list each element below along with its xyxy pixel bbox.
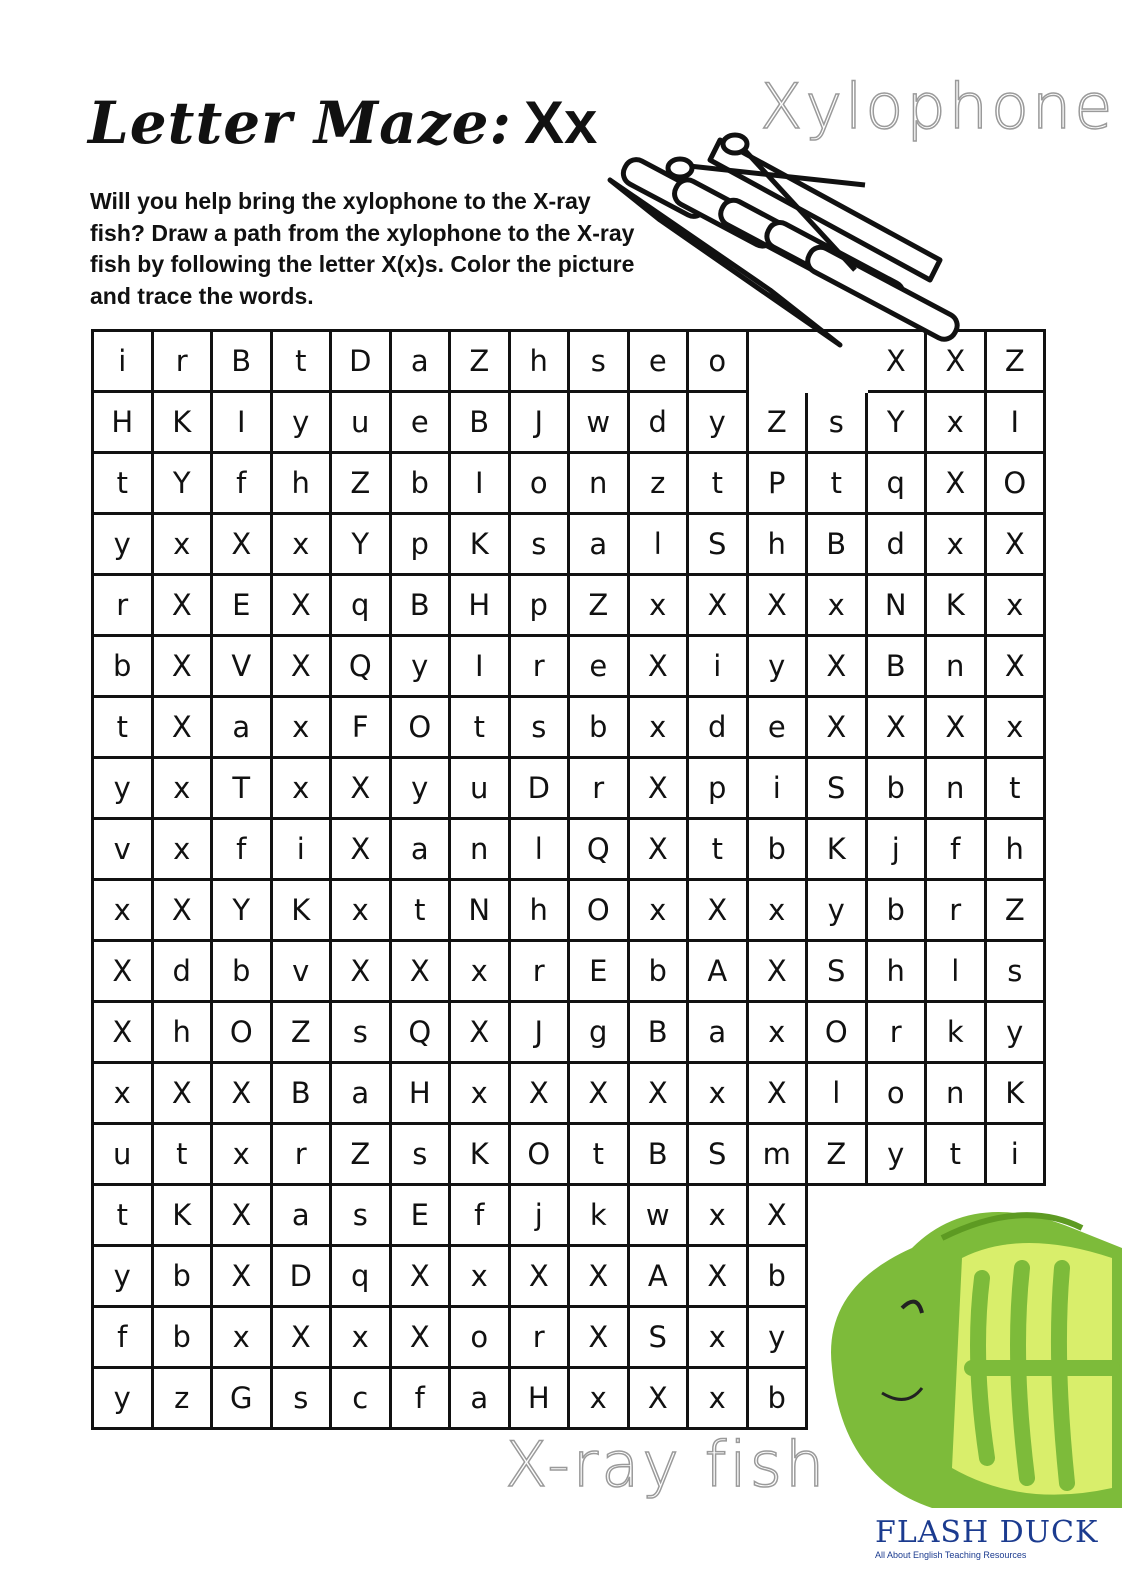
maze-cell[interactable]: q: [868, 454, 928, 515]
maze-cell[interactable]: s: [332, 1003, 392, 1064]
maze-cell[interactable]: q: [332, 576, 392, 637]
maze-row: [94, 698, 1046, 759]
maze-cell[interactable]: j: [511, 1186, 571, 1247]
maze-cell[interactable]: Y: [332, 515, 392, 576]
maze-cell[interactable]: s: [273, 1369, 333, 1430]
maze-cell[interactable]: s: [987, 942, 1047, 1003]
maze-cell[interactable]: y: [273, 393, 333, 454]
maze-cell[interactable]: o: [868, 1064, 928, 1125]
maze-row: [94, 1064, 1046, 1125]
maze-cell[interactable]: f: [392, 1369, 452, 1430]
maze-cell[interactable]: l: [630, 515, 690, 576]
maze-cell[interactable]: t: [154, 1125, 214, 1186]
maze-cell[interactable]: x: [630, 576, 690, 637]
maze-cell[interactable]: b: [570, 698, 630, 759]
maze-cell[interactable]: X: [987, 515, 1047, 576]
maze-cell[interactable]: N: [451, 881, 511, 942]
maze-cell[interactable]: x: [630, 698, 690, 759]
maze-cell[interactable]: Y: [868, 393, 928, 454]
maze-cell[interactable]: z: [630, 454, 690, 515]
maze-cell[interactable]: f: [213, 454, 273, 515]
maze-cell[interactable]: x: [94, 881, 154, 942]
maze-cell[interactable]: S: [808, 942, 868, 1003]
maze-cell[interactable]: x: [749, 1003, 809, 1064]
maze-cell[interactable]: y: [987, 1003, 1047, 1064]
maze-cell[interactable]: s: [808, 393, 868, 454]
maze-cell[interactable]: B: [808, 515, 868, 576]
maze-cell[interactable]: X: [868, 332, 928, 393]
maze-cell[interactable]: h: [511, 881, 571, 942]
maze-cell[interactable]: x: [154, 515, 214, 576]
maze-cell[interactable]: k: [570, 1186, 630, 1247]
maze-cell[interactable]: t: [987, 759, 1047, 820]
maze-cell[interactable]: K: [927, 576, 987, 637]
maze-cell[interactable]: x: [273, 698, 333, 759]
maze-cell[interactable]: s: [570, 332, 630, 393]
maze-cell[interactable]: X: [808, 698, 868, 759]
maze-cell[interactable]: y: [94, 515, 154, 576]
maze-cell[interactable]: X: [570, 1064, 630, 1125]
maze-cell[interactable]: B: [273, 1064, 333, 1125]
maze-cell[interactable]: I: [213, 393, 273, 454]
maze-cell[interactable]: B: [630, 1003, 690, 1064]
maze-cell[interactable]: Q: [332, 637, 392, 698]
maze-cell[interactable]: X: [749, 1064, 809, 1125]
maze-cell[interactable]: n: [927, 637, 987, 698]
maze-cell[interactable]: Z: [332, 1125, 392, 1186]
maze-row: [94, 576, 1046, 637]
maze-cell[interactable]: X: [392, 942, 452, 1003]
maze-cell[interactable]: r: [94, 576, 154, 637]
maze-cell[interactable]: Z: [749, 393, 809, 454]
maze-cell[interactable]: r: [927, 881, 987, 942]
maze-cell[interactable]: y: [749, 1308, 809, 1369]
maze-cell[interactable]: x: [987, 698, 1047, 759]
maze-cell[interactable]: B: [630, 1125, 690, 1186]
maze-cell[interactable]: n: [927, 1064, 987, 1125]
maze-cell[interactable]: x: [213, 1125, 273, 1186]
maze-cell[interactable]: K: [154, 393, 214, 454]
maze-cell[interactable]: X: [332, 759, 392, 820]
xylophone-icon: [600, 120, 980, 370]
maze-cell[interactable]: x: [451, 1247, 511, 1308]
maze-cell[interactable]: K: [273, 881, 333, 942]
maze-cell[interactable]: e: [392, 393, 452, 454]
maze-cell[interactable]: p: [689, 759, 749, 820]
maze-cell[interactable]: a: [451, 1369, 511, 1430]
maze-cell[interactable]: y: [392, 637, 452, 698]
maze-cell[interactable]: A: [630, 1247, 690, 1308]
maze-cell[interactable]: p: [392, 515, 452, 576]
maze-row: [94, 759, 1046, 820]
maze-cell[interactable]: K: [987, 1064, 1047, 1125]
maze-cell[interactable]: x: [332, 1308, 392, 1369]
maze-cell[interactable]: A: [689, 942, 749, 1003]
maze-cell[interactable]: x: [273, 515, 333, 576]
maze-cell[interactable]: S: [689, 1125, 749, 1186]
maze-cell[interactable]: V: [213, 637, 273, 698]
maze-cell[interactable]: i: [273, 820, 333, 881]
maze-cell[interactable]: i: [749, 759, 809, 820]
maze-cell[interactable]: b: [868, 881, 928, 942]
maze-cell[interactable]: i: [987, 1125, 1047, 1186]
maze-cell[interactable]: x: [689, 1308, 749, 1369]
maze-cell[interactable]: Q: [392, 1003, 452, 1064]
maze-cell[interactable]: e: [570, 637, 630, 698]
maze-cell[interactable]: x: [570, 1369, 630, 1430]
maze-cell[interactable]: J: [511, 1003, 571, 1064]
maze-cell[interactable]: X: [689, 881, 749, 942]
maze-cell[interactable]: y: [749, 637, 809, 698]
maze-cell[interactable]: O: [987, 454, 1047, 515]
maze-row: [94, 515, 1046, 576]
maze-cell[interactable]: r: [868, 1003, 928, 1064]
maze-cell[interactable]: d: [154, 942, 214, 1003]
maze-cell[interactable]: t: [927, 1125, 987, 1186]
maze-cell[interactable]: x: [451, 942, 511, 1003]
maze-cell[interactable]: D: [332, 332, 392, 393]
maze-cell[interactable]: x: [689, 1064, 749, 1125]
maze-cell[interactable]: f: [451, 1186, 511, 1247]
maze-cell[interactable]: b: [749, 820, 809, 881]
maze-cell[interactable]: X: [808, 637, 868, 698]
maze-cell[interactable]: y: [689, 393, 749, 454]
maze-cell[interactable]: I: [451, 454, 511, 515]
maze-cell[interactable]: Z: [451, 332, 511, 393]
maze-cell[interactable]: K: [154, 1186, 214, 1247]
flash-duck-logo: [875, 1515, 1099, 1565]
maze-cell[interactable]: x: [749, 881, 809, 942]
maze-cell[interactable]: F: [332, 698, 392, 759]
maze-cell[interactable]: m: [749, 1125, 809, 1186]
maze-cell[interactable]: e: [630, 332, 690, 393]
maze-cell[interactable]: x: [689, 1186, 749, 1247]
maze-cell[interactable]: h: [868, 942, 928, 1003]
maze-cell[interactable]: O: [570, 881, 630, 942]
maze-row: [94, 942, 1046, 1003]
maze-cell[interactable]: Y: [154, 454, 214, 515]
maze-cell[interactable]: E: [392, 1186, 452, 1247]
maze-row: [94, 637, 1046, 698]
maze-cell[interactable]: E: [570, 942, 630, 1003]
maze-cell[interactable]: b: [154, 1308, 214, 1369]
maze-cell[interactable]: Y: [213, 881, 273, 942]
maze-cell[interactable]: r: [511, 1308, 571, 1369]
maze-cell[interactable]: b: [749, 1369, 809, 1430]
maze-cell[interactable]: X: [94, 942, 154, 1003]
maze-cell[interactable]: y: [94, 1369, 154, 1430]
maze-cell[interactable]: y: [94, 759, 154, 820]
maze-cell[interactable]: z: [154, 1369, 214, 1430]
maze-cell[interactable]: l: [927, 942, 987, 1003]
maze-cell[interactable]: O: [213, 1003, 273, 1064]
maze-cell[interactable]: B: [451, 393, 511, 454]
maze-cell[interactable]: N: [868, 576, 928, 637]
maze-cell[interactable]: X: [868, 698, 928, 759]
maze-cell[interactable]: a: [392, 820, 452, 881]
maze-cell[interactable]: Z: [570, 576, 630, 637]
maze-cell[interactable]: X: [749, 1186, 809, 1247]
maze-cell[interactable]: h: [273, 454, 333, 515]
maze-cell[interactable]: X: [392, 1308, 452, 1369]
maze-cell[interactable]: t: [273, 332, 333, 393]
maze-cell[interactable]: t: [689, 454, 749, 515]
maze-cell[interactable]: h: [154, 1003, 214, 1064]
maze-cell[interactable]: X: [927, 332, 987, 393]
maze-cell[interactable]: a: [332, 1064, 392, 1125]
maze-cell[interactable]: X: [689, 576, 749, 637]
maze-cell[interactable]: r: [511, 942, 571, 1003]
maze-cell[interactable]: T: [213, 759, 273, 820]
maze-cell[interactable]: K: [451, 515, 511, 576]
maze-cell[interactable]: X: [154, 1064, 214, 1125]
maze-row: [94, 393, 1046, 454]
maze-cell[interactable]: x: [451, 1064, 511, 1125]
maze-cell[interactable]: X: [332, 942, 392, 1003]
maze-cell[interactable]: Q: [570, 820, 630, 881]
maze-cell[interactable]: a: [570, 515, 630, 576]
maze-cell[interactable]: u: [94, 1125, 154, 1186]
maze-cell[interactable]: x: [213, 1308, 273, 1369]
title-script: Letter Maze:: [88, 89, 512, 157]
maze-cell[interactable]: f: [213, 820, 273, 881]
maze-cell[interactable]: X: [154, 637, 214, 698]
maze-cell[interactable]: r: [570, 759, 630, 820]
maze-cell[interactable]: H: [451, 576, 511, 637]
maze-cell[interactable]: r: [511, 637, 571, 698]
maze-cell[interactable]: X: [927, 698, 987, 759]
maze-cell[interactable]: n: [451, 820, 511, 881]
maze-cell[interactable]: i: [94, 332, 154, 393]
maze-row: [94, 1125, 1046, 1186]
maze-cell[interactable]: h: [511, 332, 571, 393]
maze-cell[interactable]: g: [570, 1003, 630, 1064]
maze-cell[interactable]: x: [927, 515, 987, 576]
maze-row: [94, 454, 1046, 515]
maze-cell[interactable]: a: [273, 1186, 333, 1247]
maze-cell[interactable]: c: [332, 1369, 392, 1430]
maze-cell[interactable]: D: [511, 759, 571, 820]
maze-cell[interactable]: X: [94, 1003, 154, 1064]
trace-word-xylophone[interactable]: Xylophone: [760, 70, 1116, 143]
maze-cell[interactable]: t: [94, 698, 154, 759]
maze-cell[interactable]: q: [332, 1247, 392, 1308]
maze-cell[interactable]: s: [332, 1186, 392, 1247]
maze-cell[interactable]: S: [630, 1308, 690, 1369]
maze-cell[interactable]: X: [213, 1247, 273, 1308]
maze-cell[interactable]: s: [511, 515, 571, 576]
maze-cell[interactable]: H: [94, 393, 154, 454]
maze-cell[interactable]: t: [94, 454, 154, 515]
maze-cell[interactable]: X: [987, 637, 1047, 698]
maze-cell[interactable]: O: [392, 698, 452, 759]
maze-cell[interactable]: x: [630, 881, 690, 942]
instructions-text: Will you help bring the xylophone to the X-ray fish? Draw a path from the xylophone to the X-ray fish by following the letter X(x)s. Color the picture and trace the words.: [90, 188, 635, 309]
maze-cell[interactable]: j: [868, 820, 928, 881]
maze-cell[interactable]: Z: [273, 1003, 333, 1064]
maze-cell[interactable]: f: [94, 1308, 154, 1369]
maze-cell[interactable]: D: [273, 1247, 333, 1308]
logo-tagline: All About English Teaching Resources: [875, 1550, 1027, 1560]
maze-row: [94, 820, 1046, 881]
maze-cell[interactable]: B: [213, 332, 273, 393]
maze-cell[interactable]: t: [94, 1186, 154, 1247]
maze-cell[interactable]: n: [570, 454, 630, 515]
maze-cell[interactable]: Z: [332, 454, 392, 515]
maze-cell[interactable]: X: [749, 942, 809, 1003]
maze-cell[interactable]: w: [630, 1186, 690, 1247]
maze-cell[interactable]: o: [511, 454, 571, 515]
maze-cell[interactable]: a: [392, 332, 452, 393]
maze-cell[interactable]: X: [154, 881, 214, 942]
maze-cell[interactable]: Z: [808, 1125, 868, 1186]
maze-cell[interactable]: X: [273, 1308, 333, 1369]
maze-cell[interactable]: Z: [987, 332, 1047, 393]
maze-cell[interactable]: X: [213, 1064, 273, 1125]
maze-cell[interactable]: b: [749, 1247, 809, 1308]
maze-cell[interactable]: x: [273, 759, 333, 820]
maze-cell[interactable]: d: [689, 698, 749, 759]
maze-cell[interactable]: X: [273, 637, 333, 698]
maze-cell[interactable]: X: [154, 576, 214, 637]
maze-cell[interactable]: K: [451, 1125, 511, 1186]
maze-cell[interactable]: H: [511, 1369, 571, 1430]
maze-cell[interactable]: x: [154, 759, 214, 820]
maze-row: [94, 1003, 1046, 1064]
maze-cell[interactable]: y: [808, 881, 868, 942]
maze-cell[interactable]: X: [332, 820, 392, 881]
maze-cell[interactable]: l: [511, 820, 571, 881]
maze-cell[interactable]: x: [808, 576, 868, 637]
maze-cell[interactable]: x: [154, 820, 214, 881]
maze-cell[interactable]: v: [273, 942, 333, 1003]
maze-cell[interactable]: t: [689, 820, 749, 881]
maze-cell[interactable]: E: [213, 576, 273, 637]
maze-cell[interactable]: d: [868, 515, 928, 576]
maze-cell[interactable]: b: [630, 942, 690, 1003]
maze-cell[interactable]: o: [689, 332, 749, 393]
maze-cell[interactable]: v: [94, 820, 154, 881]
maze-cell[interactable]: J: [511, 393, 571, 454]
maze-cell[interactable]: b: [392, 454, 452, 515]
maze-cell[interactable]: X: [511, 1247, 571, 1308]
maze-cell[interactable]: H: [392, 1064, 452, 1125]
page-title: [88, 88, 597, 157]
maze-cell[interactable]: X: [273, 576, 333, 637]
maze-cell[interactable]: I: [451, 637, 511, 698]
maze-cell[interactable]: X: [630, 759, 690, 820]
maze-cell[interactable]: x: [987, 576, 1047, 637]
maze-cell[interactable]: X: [451, 1003, 511, 1064]
maze-cell[interactable]: Z: [987, 881, 1047, 942]
maze-cell[interactable]: t: [570, 1125, 630, 1186]
maze-cell[interactable]: o: [451, 1308, 511, 1369]
maze-cell[interactable]: b: [94, 637, 154, 698]
maze-cell[interactable]: e: [749, 698, 809, 759]
maze-cell[interactable]: X: [689, 1247, 749, 1308]
maze-cell[interactable]: S: [808, 759, 868, 820]
maze-cell[interactable]: p: [511, 576, 571, 637]
maze-row: [94, 881, 1046, 942]
maze-cell[interactable]: a: [213, 698, 273, 759]
maze-cell[interactable]: d: [630, 393, 690, 454]
maze-cell[interactable]: r: [154, 332, 214, 393]
maze-cell[interactable]: x: [332, 881, 392, 942]
maze-cell[interactable]: t: [392, 881, 452, 942]
maze-cell[interactable]: s: [392, 1125, 452, 1186]
maze-cell[interactable]: w: [570, 393, 630, 454]
maze-cell[interactable]: X: [570, 1247, 630, 1308]
maze-cell[interactable]: B: [392, 576, 452, 637]
maze-cell[interactable]: B: [868, 637, 928, 698]
maze-cell[interactable]: b: [868, 759, 928, 820]
maze-cell[interactable]: y: [868, 1125, 928, 1186]
maze-cell[interactable]: X: [630, 637, 690, 698]
maze-cell[interactable]: S: [689, 515, 749, 576]
maze-cell[interactable]: h: [749, 515, 809, 576]
maze-cell[interactable]: X: [927, 454, 987, 515]
maze-cell[interactable]: b: [213, 942, 273, 1003]
maze-cell[interactable]: n: [927, 759, 987, 820]
maze-cell[interactable]: X: [630, 820, 690, 881]
maze-cell[interactable]: t: [808, 454, 868, 515]
maze-cell[interactable]: u: [332, 393, 392, 454]
maze-cell[interactable]: l: [808, 1064, 868, 1125]
maze-cell[interactable]: x: [94, 1064, 154, 1125]
maze-cell[interactable]: X: [213, 1186, 273, 1247]
maze-cell[interactable]: h: [987, 820, 1047, 881]
maze-cell[interactable]: X: [511, 1064, 571, 1125]
maze-cell[interactable]: X: [630, 1369, 690, 1430]
maze-cell[interactable]: x: [689, 1369, 749, 1430]
maze-cell[interactable]: X: [630, 1064, 690, 1125]
maze-cell[interactable]: X: [749, 576, 809, 637]
maze-cell[interactable]: i: [689, 637, 749, 698]
maze-cell[interactable]: X: [392, 1247, 452, 1308]
maze-cell[interactable]: X: [154, 698, 214, 759]
maze-cell[interactable]: y: [392, 759, 452, 820]
maze-cell[interactable]: y: [94, 1247, 154, 1308]
maze-cell[interactable]: a: [689, 1003, 749, 1064]
maze-cell[interactable]: P: [749, 454, 809, 515]
maze-cell[interactable]: x: [927, 393, 987, 454]
maze-cell[interactable]: I: [987, 393, 1047, 454]
trace-word-x-ray-fish[interactable]: X-ray fish: [505, 1428, 828, 1501]
title-letter: Xx: [523, 89, 598, 156]
maze-cell[interactable]: r: [273, 1125, 333, 1186]
maze-cell[interactable]: u: [451, 759, 511, 820]
maze-cell[interactable]: s: [511, 698, 571, 759]
maze-cell[interactable]: O: [511, 1125, 571, 1186]
maze-cell[interactable]: G: [213, 1369, 273, 1430]
maze-cell[interactable]: X: [570, 1308, 630, 1369]
maze-cell[interactable]: b: [154, 1247, 214, 1308]
maze-cell[interactable]: k: [927, 1003, 987, 1064]
maze-cell[interactable]: K: [808, 820, 868, 881]
logo-brand: FLASH DUCK: [875, 1515, 1099, 1550]
x-ray-fish-icon: [822, 1188, 1122, 1508]
maze-cell[interactable]: O: [808, 1003, 868, 1064]
maze-cell[interactable]: f: [927, 820, 987, 881]
maze-cell[interactable]: X: [213, 515, 273, 576]
maze-cell[interactable]: t: [451, 698, 511, 759]
